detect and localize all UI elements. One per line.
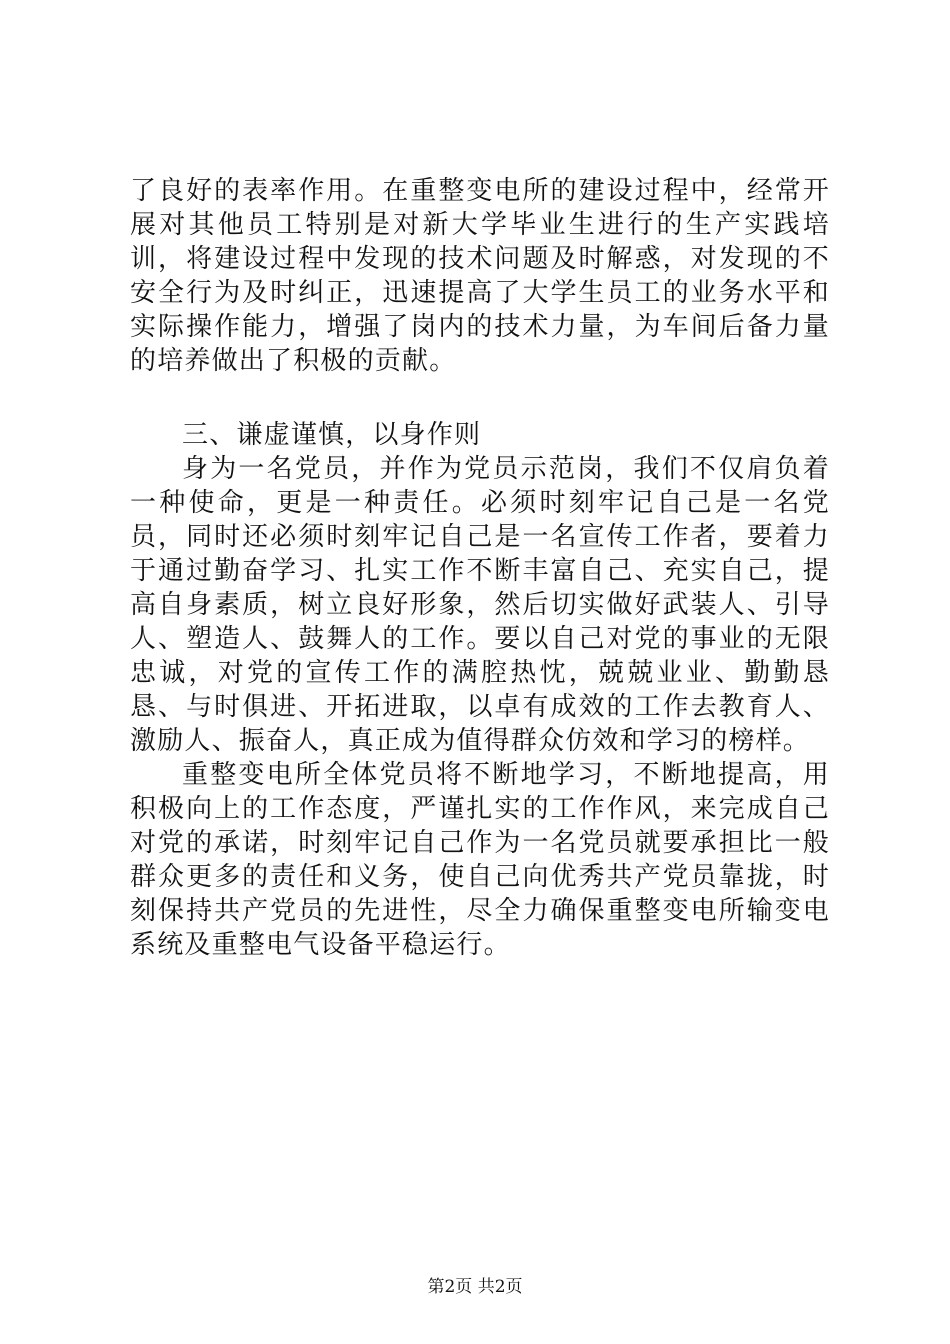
document-body — [130, 174, 830, 962]
page-footer: 第2页 共2页 — [427, 1277, 523, 1297]
body-paragraph-1: 身为一名党员，并作为党员示范岗，我们不仅肩负着一种使命，更是一种责任。必须时刻牢记自己是一名党员，同时还必须时刻牢记自己是一名宣传工作者，要着力于通过勤奋学习、扎实工作不断丰富自己、充实自己，提高自身素质，树立良好形象，然后切实做好武装人、引导人、塑造人、鼓舞人的工作。要以自己对党的事业的无限忠诚，对党的宣传工作的满腔热忱，兢兢业业、勤勤恳恳、与时俱进、开拓进取，以卓有成效的工作去教育人、激励人、振奋人，真正成为值得群众仿效和学习的榜样。 — [130, 454, 830, 756]
continuation-paragraph: 了良好的表率作用。在重整变电所的建设过程中，经常开展对其他员工特别是对新大学毕业生进行的生产实践培训，将建设过程中发现的技术问题及时解惑，对发现的不安全行为及时纠正，迅速提高了大学生员工的业务水平和实际操作能力，增强了岗内的技术力量，为车间后备力量的培养做出了积极的贡献。 — [130, 176, 830, 376]
section-heading: 三、谦虚谨慎，以身作则 — [182, 420, 482, 450]
body-paragraph-2: 重整变电所全体党员将不断地学习，不断地提高，用积极向上的工作态度，严谨扎实的工作作风，来完成自己对党的承诺，时刻牢记自己作为一名党员就要承担比一般群众更多的责任和义务，使自己向优秀共产党员靠拢，时刻保持共产党员的先进性，尽全力确保重整变电所输变电系统及重整电气设备平稳运行。 — [130, 760, 830, 960]
